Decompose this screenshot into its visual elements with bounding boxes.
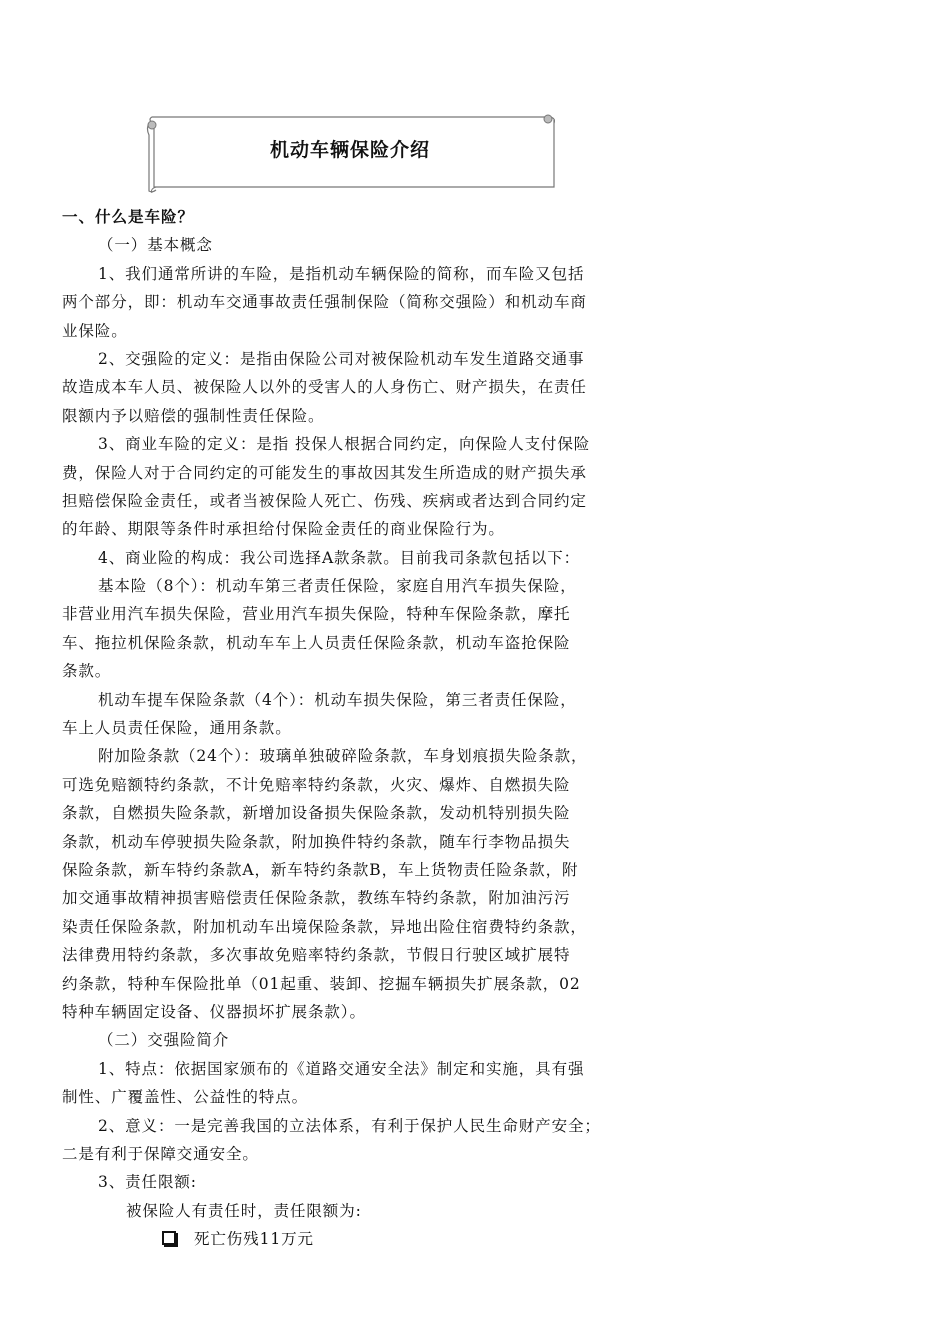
- paragraph-line: 二是有利于保障交通安全。: [62, 1144, 259, 1163]
- paragraph-line: 3、责任限额:: [98, 1173, 197, 1192]
- paragraph-line: 基本险（8个）：机动车第三者责任保险，家庭自用汽车损失保险，: [98, 577, 577, 596]
- paragraph-line: 2、意义：一是完善我国的立法体系，有利于保护人民生命财产安全；: [98, 1116, 601, 1135]
- paragraph-line: 2、交强险的定义：是指由保险公司对被保险机动车发生道路交通事: [98, 349, 585, 368]
- paragraph-line: 特种车辆固定设备、仪器损坏扩展条款）。: [62, 1002, 366, 1021]
- paragraph-line: 业保险。: [62, 321, 128, 340]
- paragraph-line: 条款。: [62, 662, 112, 681]
- paragraph-line: 限额内予以赔偿的强制性责任保险。: [62, 406, 325, 425]
- paragraph-line: 担赔偿保险金责任，或者当被保险人死亡、伤残、疾病或者达到合同约定: [62, 491, 587, 510]
- paragraph-line: 加交通事故精神损害赔偿责任保险条款，教练车特约条款，附加油污污: [62, 889, 571, 908]
- paragraph-line: 4、商业险的构成：我公司选择A款条款。目前我司条款包括以下：: [98, 548, 581, 567]
- paragraph-line: 的年龄、期限等条件时承担给付保险金责任的商业保险行为。: [62, 520, 505, 539]
- paragraph-line: 被保险人有责任时，责任限额为:: [126, 1201, 362, 1220]
- paragraph-line: 3、商业车险的定义：是指 投保人根据合同约定，向保险人支付保险: [98, 435, 591, 454]
- paragraph-line: 约条款，特种车保险批单（01起重、装卸、挖掘车辆损失扩展条款，02: [62, 974, 581, 993]
- paragraph-line: 制性、广覆盖性、公益性的特点。: [62, 1088, 309, 1107]
- paragraph-line: 车上人员责任保险，通用条款。: [62, 719, 292, 738]
- paragraph-line: 费，保险人对于合同约定的可能发生的事故因其发生所造成的财产损失承: [62, 463, 587, 482]
- paragraph-line: 可选免赔额特约条款，不计免赔率特约条款，火灾、爆炸、自燃损失险: [62, 775, 571, 794]
- paragraph-line: 条款，自燃损失险条款，新增加设备损失保险条款，发动机特别损失险: [62, 804, 571, 823]
- subsection-heading: （二）交强险简介: [98, 1031, 230, 1050]
- paragraph-line: 保险条款，新车特约条款A，新车特约条款B，车上货物责任险条款，附: [62, 860, 579, 879]
- checkbox-bullet-icon: [162, 1231, 176, 1245]
- title-scroll-banner: [144, 113, 556, 189]
- paragraph-line: 法律费用特约条款，多次事故免赔率特约条款，节假日行驶区域扩展特: [62, 946, 571, 965]
- paragraph-line: 条款，机动车停驶损失险条款，附加换件特约条款，随车行李物品损失: [62, 832, 571, 851]
- paragraph-line: 附加险条款（24个）：玻璃单独破碎险条款，车身划痕损失险条款，: [98, 747, 588, 766]
- paragraph-line: 故造成本车人员、被保险人以外的受害人的人身伤亡、财产损失，在责任: [62, 378, 587, 397]
- list-item: [62, 1225, 662, 1253]
- paragraph-line: 非营业用汽车损失保险，营业用汽车损失保险，特种车保险条款，摩托: [62, 605, 571, 624]
- list-item-label: 死亡伤残11万元: [194, 1230, 314, 1249]
- document-title: 机动车辆保险介绍: [269, 139, 430, 161]
- paragraph-line: 车、拖拉机保险条款，机动车车上人员责任保险条款，机动车盗抢保险: [62, 633, 571, 652]
- paragraph-line: 1、特点：依据国家颁布的《道路交通安全法》制定和实施，具有强: [98, 1059, 585, 1078]
- document-body: [62, 203, 662, 1253]
- section-heading: 一、什么是车险？: [62, 208, 195, 226]
- subsection-heading: （一）基本概念: [98, 236, 213, 255]
- paragraph-line: 两个部分，即：机动车交通事故责任强制保险（简称交强险）和机动车商: [62, 293, 587, 312]
- paragraph-line: 机动车提车保险条款（4个）：机动车损失保险，第三者责任保险，: [98, 690, 577, 709]
- paragraph-line: 染责任保险条款，附加机动车出境保险条款，异地出险住宿费特约条款，: [62, 917, 587, 936]
- paragraph-line: 1、我们通常所讲的车险，是指机动车辆保险的简称，而车险又包括: [98, 264, 585, 283]
